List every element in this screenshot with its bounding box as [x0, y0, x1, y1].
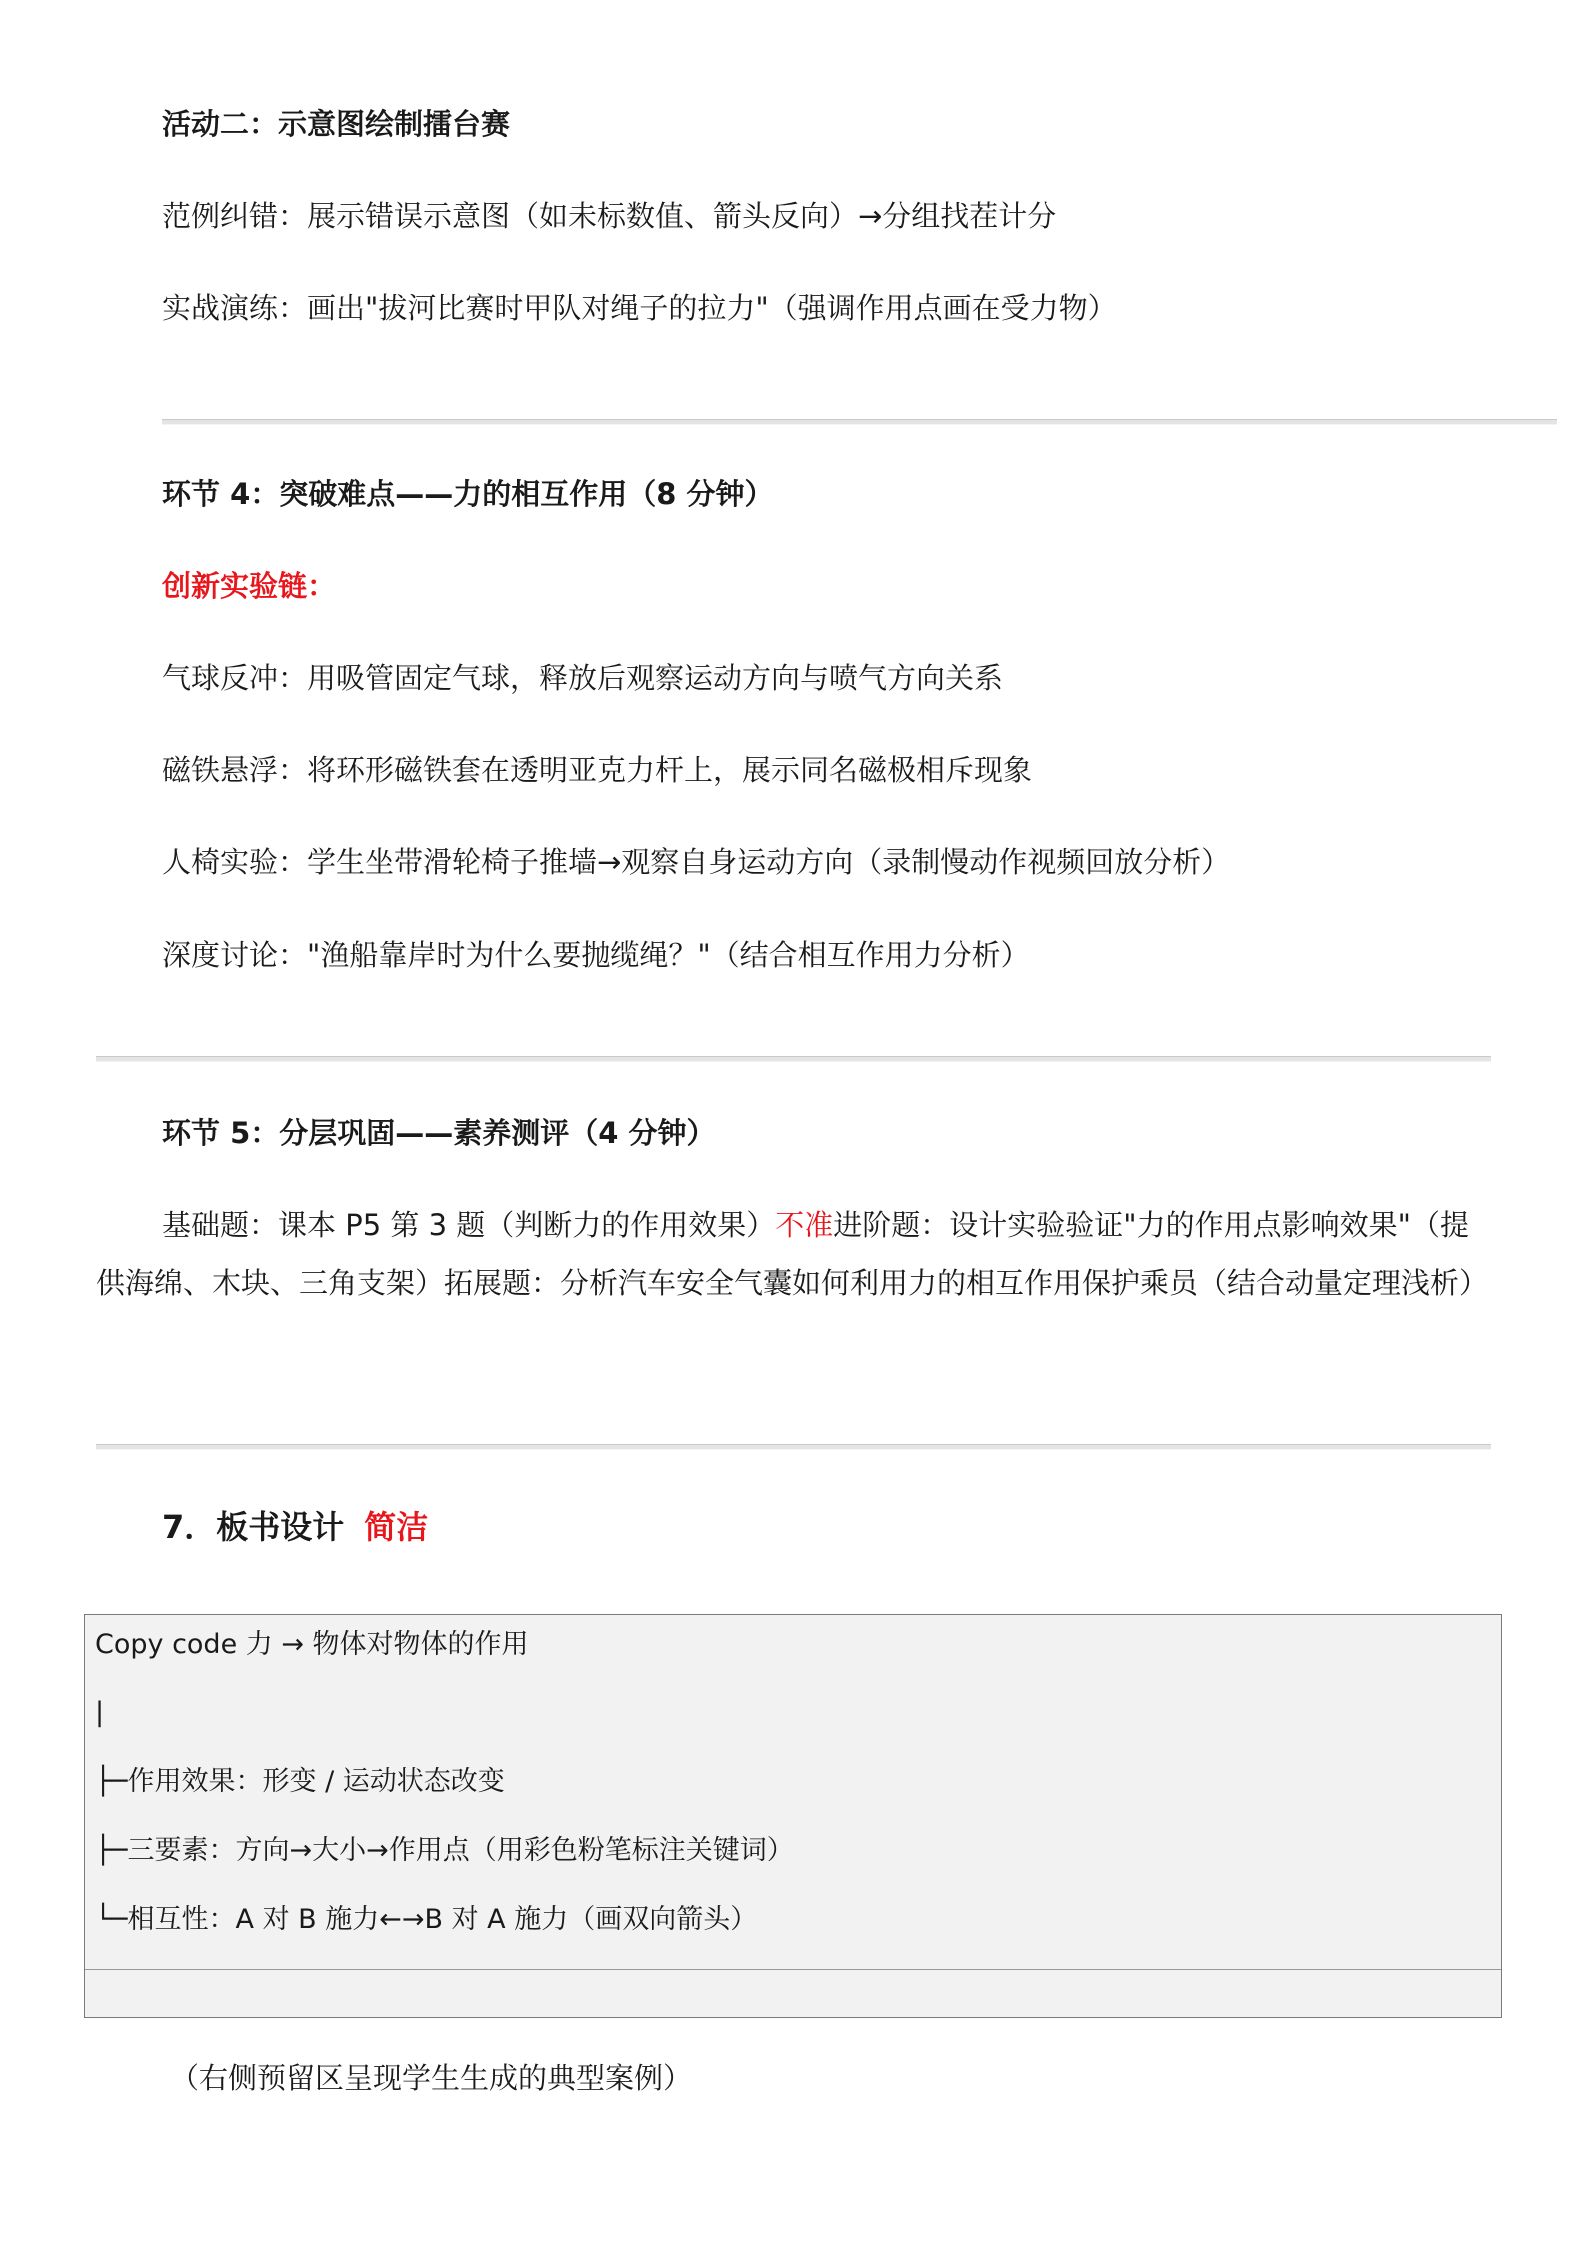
code-block-separator — [85, 1969, 1501, 1970]
activity2-line1: 范例纠错：展示错误示意图（如未标数值、箭头反向）→分组找茬计分 — [162, 199, 1057, 233]
activity2-line2: 实战演练：画出"拔河比赛时甲队对绳子的拉力"（强调作用点画在受力物） — [162, 291, 1117, 325]
code-line-4: ├─三要素：方向→大小→作用点（用彩色粉笔标注关键词） — [95, 1835, 794, 1866]
code-line-2: | — [95, 1697, 105, 1728]
step5-paragraph — [96, 1196, 1488, 1312]
step4-title: 环节 4：突破难点——力的相互作用（8 分钟） — [162, 477, 774, 511]
code-line-1: Copy code 力 → 物体对物体的作用 — [95, 1629, 529, 1660]
step5-para-red: 不准 — [775, 1208, 834, 1242]
code-line-5: └─相互性：A 对 B 施力←→B 对 A 施力（画双向箭头） — [95, 1904, 758, 1935]
section7-heading — [162, 1505, 428, 1549]
divider-3 — [96, 1444, 1491, 1450]
divider-2 — [96, 1056, 1491, 1062]
divider-1 — [162, 419, 1557, 425]
step4-subtitle: 创新实验链： — [162, 569, 337, 603]
step5-para-part1: 基础题：课本 P5 第 3 题（判断力的作用效果） — [162, 1208, 776, 1242]
step4-item-2: 磁铁悬浮：将环形磁铁套在透明亚克力杆上，展示同名磁极相斥现象 — [162, 753, 1033, 787]
activity2-title: 活动二：示意图绘制擂台赛 — [162, 107, 511, 141]
section7-red-label: 简洁 — [364, 1508, 429, 1546]
footer-note: （右侧预留区呈现学生生成的典型案例） — [170, 2061, 693, 2095]
step4-item-3: 人椅实验：学生坐带滑轮椅子推墙→观察自身运动方向（录制慢动作视频回放分析） — [162, 845, 1231, 879]
section7-title: 7．板书设计 — [162, 1508, 345, 1546]
step4-item-4: 深度讨论："渔船靠岸时为什么要抛缆绳？"（结合相互作用力分析） — [162, 938, 1030, 972]
step4-item-1: 气球反冲：用吸管固定气球，释放后观察运动方向与喷气方向关系 — [162, 661, 1004, 695]
step5-para-part2: 进阶题：设计实验验证"力的作用点影响效果"（提供海绵、木块、三角支架）拓展题：分析汽车安全气囊如何利用力的相互作用保护乘员（结合动量定理浅析） — [96, 1208, 1489, 1300]
code-block — [84, 1614, 1502, 2018]
step5-title: 环节 5：分层巩固——素养测评（4 分钟） — [162, 1116, 716, 1150]
code-line-3: ├─作用效果：形变 / 运动状态改变 — [95, 1766, 505, 1797]
